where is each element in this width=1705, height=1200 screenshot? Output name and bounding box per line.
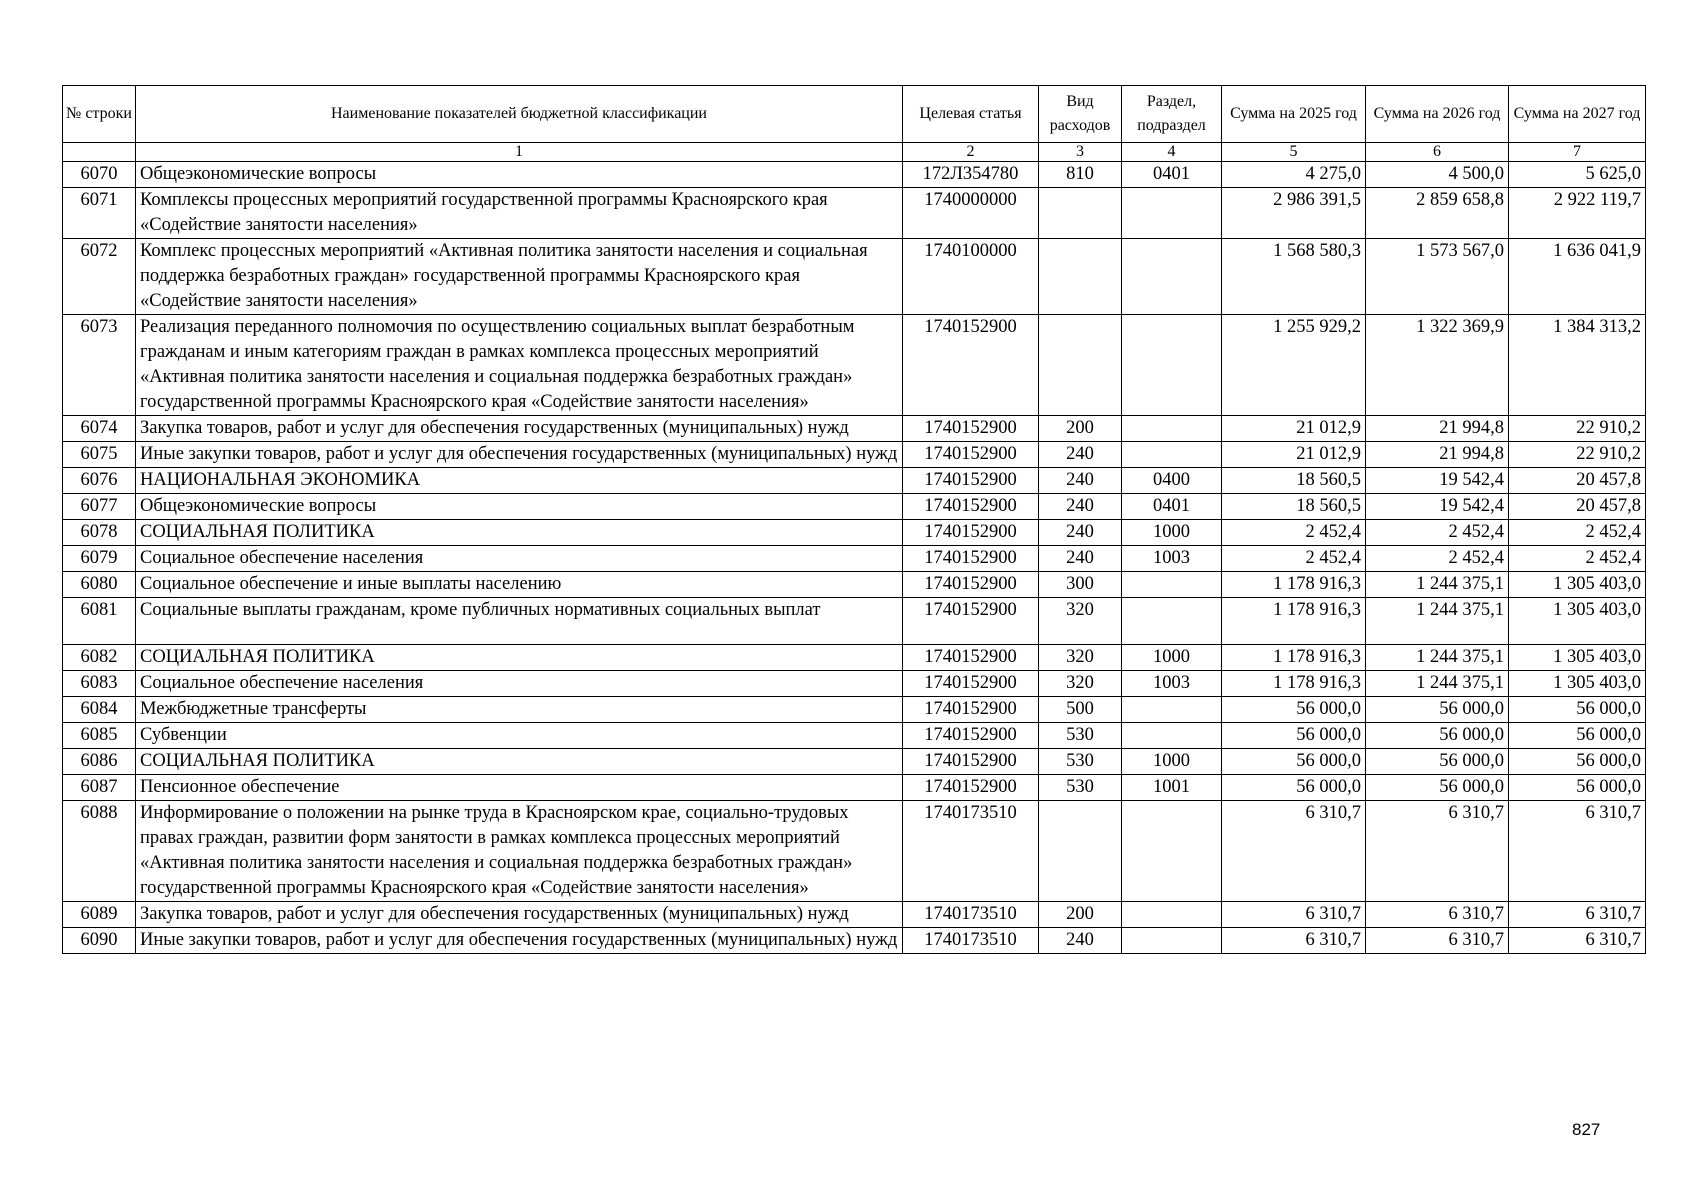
table-row [63,572,1646,598]
row-section [1122,239,1222,315]
row-section: 1000 [1122,749,1222,775]
header-row [63,86,1646,143]
row-sum-2025: 1 255 929,2 [1222,315,1366,416]
table-row [63,315,1646,416]
row-sum-2026: 1 244 375,1 [1366,671,1509,697]
row-target-article: 1740000000 [903,188,1039,239]
row-name: Комплекс процессных мероприятий «Активная политика занятости населения и социальная поддержка безработных граждан» государственной программы Красноярского края «Содействие занятости населения» [136,239,903,315]
row-target-article: 172Л354780 [903,162,1039,188]
row-expense-type: 200 [1039,902,1122,928]
row-section: 0400 [1122,468,1222,494]
row-section [1122,442,1222,468]
row-sum-2026: 56 000,0 [1366,697,1509,723]
row-section: 0401 [1122,494,1222,520]
row-name: Социальное обеспечение населения [136,671,903,697]
row-number: 6074 [63,416,136,442]
table-row [63,468,1646,494]
column-number: 3 [1039,143,1122,162]
row-sum-2025: 2 452,4 [1222,520,1366,546]
row-number: 6084 [63,697,136,723]
budget-table [62,85,1646,954]
table-row [63,928,1646,954]
column-number: 4 [1122,143,1222,162]
row-name: Иные закупки товаров, работ и услуг для обеспечения государственных (муниципальных) нужд [136,442,903,468]
row-expense-type: 200 [1039,416,1122,442]
row-name: Общеэкономические вопросы [136,162,903,188]
row-sum-2026: 21 994,8 [1366,416,1509,442]
row-sum-2026: 19 542,4 [1366,494,1509,520]
row-expense-type [1039,315,1122,416]
row-number: 6088 [63,801,136,902]
row-sum-2025: 2 452,4 [1222,546,1366,572]
row-name: Реализация переданного полномочия по осуществлению социальных выплат безработным гражданам и иным категориям граждан в рамках комплекса процессных мероприятий «Активная политика занятости населения и социальная поддержка безработных граждан» государственной программы Красноярского края «Содействие занятости населения» [136,315,903,416]
page-number: 827 [1572,1120,1601,1139]
row-section [1122,416,1222,442]
row-sum-2025: 1 178 916,3 [1222,598,1366,645]
row-name: Межбюджетные трансферты [136,697,903,723]
row-expense-type: 240 [1039,494,1122,520]
row-expense-type: 240 [1039,468,1122,494]
row-number: 6073 [63,315,136,416]
row-sum-2025: 18 560,5 [1222,494,1366,520]
row-target-article: 1740152900 [903,520,1039,546]
row-sum-2025: 18 560,5 [1222,468,1366,494]
row-section [1122,801,1222,902]
header-sum-2027: Сумма на 2027 год [1509,86,1646,143]
row-name: Субвенции [136,723,903,749]
row-target-article: 1740152900 [903,546,1039,572]
table-row [63,598,1646,645]
row-target-article: 1740152900 [903,749,1039,775]
row-sum-2025: 1 178 916,3 [1222,645,1366,671]
row-name: Закупка товаров, работ и услуг для обеспечения государственных (муниципальных) нужд [136,416,903,442]
row-sum-2027: 1 384 313,2 [1509,315,1646,416]
row-sum-2027: 6 310,7 [1509,928,1646,954]
row-name: Пенсионное обеспечение [136,775,903,801]
row-number: 6083 [63,671,136,697]
column-number: 6 [1366,143,1509,162]
row-sum-2025: 1 178 916,3 [1222,671,1366,697]
row-name: Социальное обеспечение и иные выплаты населению [136,572,903,598]
row-section [1122,928,1222,954]
row-sum-2027: 6 310,7 [1509,801,1646,902]
row-sum-2027: 6 310,7 [1509,902,1646,928]
row-name: СОЦИАЛЬНАЯ ПОЛИТИКА [136,749,903,775]
row-sum-2027: 56 000,0 [1509,723,1646,749]
row-sum-2027: 56 000,0 [1509,775,1646,801]
row-sum-2025: 21 012,9 [1222,442,1366,468]
header-sum-2026: Сумма на 2026 год [1366,86,1509,143]
row-section: 1000 [1122,520,1222,546]
row-number: 6087 [63,775,136,801]
row-sum-2026: 6 310,7 [1366,928,1509,954]
row-sum-2026: 1 244 375,1 [1366,598,1509,645]
table-row [63,188,1646,239]
row-target-article: 1740152900 [903,697,1039,723]
column-number: 2 [903,143,1039,162]
row-expense-type: 320 [1039,645,1122,671]
row-target-article: 1740173510 [903,902,1039,928]
table-row [63,239,1646,315]
row-number: 6086 [63,749,136,775]
row-number: 6071 [63,188,136,239]
row-name: Социальные выплаты гражданам, кроме публичных нормативных социальных выплат [136,598,903,645]
row-expense-type: 320 [1039,671,1122,697]
row-sum-2025: 4 275,0 [1222,162,1366,188]
row-section [1122,697,1222,723]
row-sum-2025: 6 310,7 [1222,928,1366,954]
row-sum-2026: 56 000,0 [1366,723,1509,749]
row-target-article: 1740152900 [903,645,1039,671]
row-number: 6080 [63,572,136,598]
table-row [63,749,1646,775]
table-row [63,416,1646,442]
table-row [63,520,1646,546]
row-expense-type: 530 [1039,775,1122,801]
row-number: 6082 [63,645,136,671]
row-section [1122,598,1222,645]
row-sum-2027: 56 000,0 [1509,697,1646,723]
row-number: 6089 [63,902,136,928]
row-name: Общеэкономические вопросы [136,494,903,520]
row-sum-2025: 56 000,0 [1222,697,1366,723]
row-sum-2026: 56 000,0 [1366,775,1509,801]
row-section [1122,902,1222,928]
row-sum-2026: 21 994,8 [1366,442,1509,468]
row-sum-2027: 2 452,4 [1509,520,1646,546]
row-name: СОЦИАЛЬНАЯ ПОЛИТИКА [136,520,903,546]
row-target-article: 1740152900 [903,572,1039,598]
row-sum-2026: 6 310,7 [1366,902,1509,928]
header-name: Наименование показателей бюджетной классификации [136,86,903,143]
row-expense-type: 530 [1039,723,1122,749]
row-name: Иные закупки товаров, работ и услуг для обеспечения государственных (муниципальных) нужд [136,928,903,954]
row-sum-2026: 1 244 375,1 [1366,645,1509,671]
row-expense-type: 300 [1039,572,1122,598]
table-row [63,697,1646,723]
row-sum-2027: 1 305 403,0 [1509,645,1646,671]
row-target-article: 1740152900 [903,598,1039,645]
row-sum-2026: 1 244 375,1 [1366,572,1509,598]
row-section [1122,572,1222,598]
row-sum-2025: 2 986 391,5 [1222,188,1366,239]
table-row [63,162,1646,188]
row-expense-type [1039,188,1122,239]
row-sum-2026: 2 859 658,8 [1366,188,1509,239]
row-number: 6079 [63,546,136,572]
row-name: НАЦИОНАЛЬНАЯ ЭКОНОМИКА [136,468,903,494]
column-number: 1 [136,143,903,162]
row-expense-type: 240 [1039,442,1122,468]
table-row [63,494,1646,520]
row-target-article: 1740152900 [903,416,1039,442]
table-row [63,775,1646,801]
row-target-article: 1740173510 [903,801,1039,902]
row-expense-type: 320 [1039,598,1122,645]
row-sum-2027: 1 636 041,9 [1509,239,1646,315]
row-sum-2026: 2 452,4 [1366,546,1509,572]
row-number: 6072 [63,239,136,315]
row-name: Социальное обеспечение населения [136,546,903,572]
column-number-row [63,143,1646,162]
row-number: 6075 [63,442,136,468]
row-number: 6081 [63,598,136,645]
header-row-number: № строки [63,86,136,143]
row-sum-2025: 1 568 580,3 [1222,239,1366,315]
header-section: Раздел, подраздел [1122,86,1222,143]
row-expense-type: 810 [1039,162,1122,188]
row-sum-2027: 1 305 403,0 [1509,598,1646,645]
row-sum-2027: 56 000,0 [1509,749,1646,775]
table-row [63,546,1646,572]
row-section [1122,188,1222,239]
row-expense-type [1039,801,1122,902]
table-row [63,645,1646,671]
row-section: 0401 [1122,162,1222,188]
row-section: 1000 [1122,645,1222,671]
column-number: 7 [1509,143,1646,162]
row-sum-2027: 2 452,4 [1509,546,1646,572]
row-sum-2026: 56 000,0 [1366,749,1509,775]
header-expense-type: Вид расходов [1039,86,1122,143]
row-sum-2027: 1 305 403,0 [1509,572,1646,598]
row-sum-2025: 56 000,0 [1222,775,1366,801]
row-sum-2027: 1 305 403,0 [1509,671,1646,697]
table-row [63,902,1646,928]
row-sum-2026: 4 500,0 [1366,162,1509,188]
row-section [1122,723,1222,749]
row-number: 6077 [63,494,136,520]
row-expense-type: 240 [1039,928,1122,954]
row-number: 6078 [63,520,136,546]
row-target-article: 1740152900 [903,723,1039,749]
row-number: 6085 [63,723,136,749]
row-target-article: 1740152900 [903,494,1039,520]
column-number: 5 [1222,143,1366,162]
table-row [63,801,1646,902]
table-row [63,671,1646,697]
header-sum-2025: Сумма на 2025 год [1222,86,1366,143]
row-sum-2025: 21 012,9 [1222,416,1366,442]
row-sum-2025: 6 310,7 [1222,902,1366,928]
row-target-article: 1740100000 [903,239,1039,315]
row-sum-2027: 5 625,0 [1509,162,1646,188]
row-sum-2026: 19 542,4 [1366,468,1509,494]
row-target-article: 1740152900 [903,468,1039,494]
row-number: 6076 [63,468,136,494]
row-name: Информирование о положении на рынке труда в Красноярском крае, социально-трудовых правах граждан, развитии форм занятости в рамках комплекса процессных мероприятий «Активная политика занятости населения и социальная поддержка безработных граждан» государственной программы Красноярского края «Содействие занятости населения» [136,801,903,902]
row-name: СОЦИАЛЬНАЯ ПОЛИТИКА [136,645,903,671]
row-name: Комплексы процессных мероприятий государственной программы Красноярского края «Содействие занятости населения» [136,188,903,239]
row-sum-2026: 1 573 567,0 [1366,239,1509,315]
row-number: 6070 [63,162,136,188]
row-expense-type: 530 [1039,749,1122,775]
row-expense-type [1039,239,1122,315]
row-sum-2027: 2 922 119,7 [1509,188,1646,239]
table-row [63,442,1646,468]
row-expense-type: 500 [1039,697,1122,723]
row-sum-2025: 6 310,7 [1222,801,1366,902]
table-row [63,723,1646,749]
row-section: 1003 [1122,671,1222,697]
row-target-article: 1740152900 [903,671,1039,697]
table-body [63,162,1646,954]
row-sum-2027: 20 457,8 [1509,468,1646,494]
row-expense-type: 240 [1039,520,1122,546]
row-sum-2025: 56 000,0 [1222,723,1366,749]
header-target-article: Целевая статья [903,86,1039,143]
row-sum-2026: 2 452,4 [1366,520,1509,546]
row-sum-2026: 1 322 369,9 [1366,315,1509,416]
row-sum-2027: 20 457,8 [1509,494,1646,520]
row-section: 1003 [1122,546,1222,572]
row-sum-2025: 1 178 916,3 [1222,572,1366,598]
row-sum-2025: 56 000,0 [1222,749,1366,775]
row-target-article: 1740152900 [903,775,1039,801]
row-name: Закупка товаров, работ и услуг для обеспечения государственных (муниципальных) нужд [136,902,903,928]
column-number [63,143,136,162]
row-target-article: 1740173510 [903,928,1039,954]
row-target-article: 1740152900 [903,315,1039,416]
row-sum-2027: 22 910,2 [1509,442,1646,468]
row-target-article: 1740152900 [903,442,1039,468]
row-section [1122,315,1222,416]
row-number: 6090 [63,928,136,954]
row-section: 1001 [1122,775,1222,801]
row-expense-type: 240 [1039,546,1122,572]
row-sum-2027: 22 910,2 [1509,416,1646,442]
row-sum-2026: 6 310,7 [1366,801,1509,902]
